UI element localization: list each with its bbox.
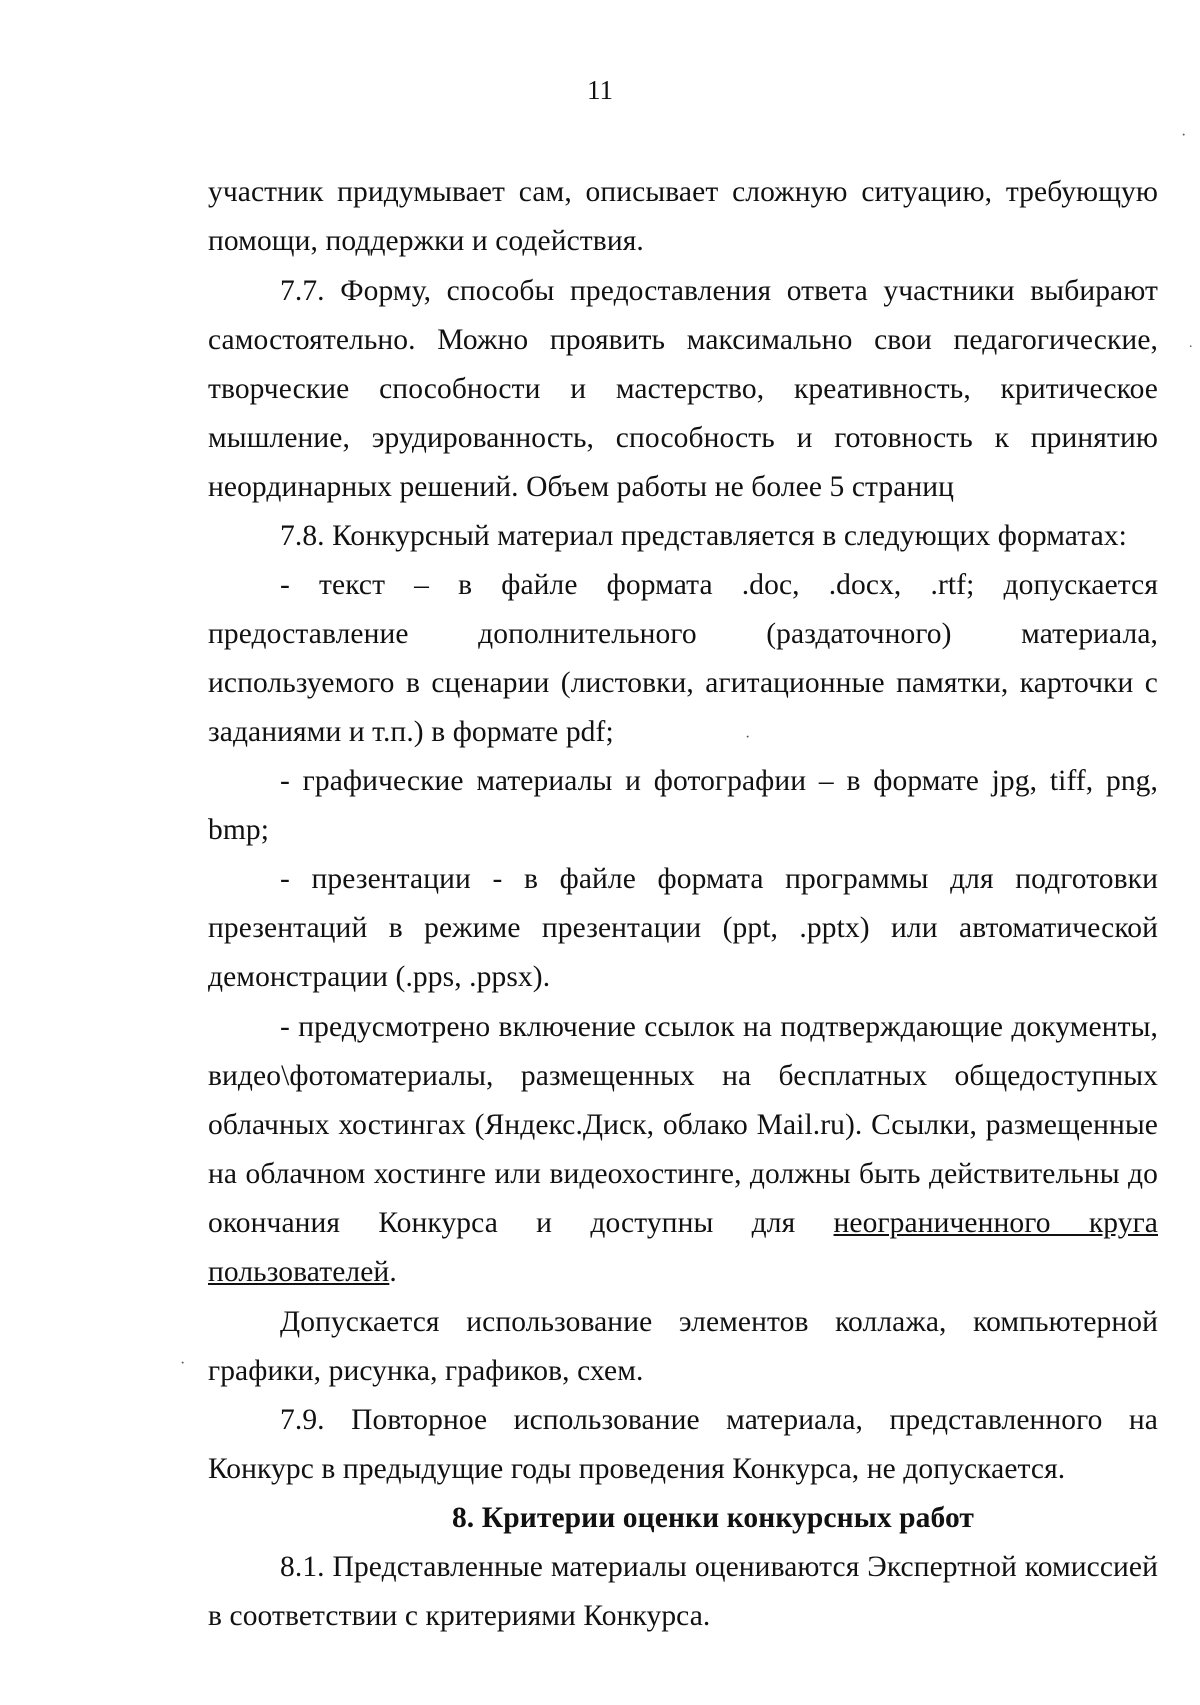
- document-body: [208, 168, 1158, 1641]
- paragraph-continuation: участник придумывает сам, описывает сложную ситуацию, требующую помощи, поддержки и содействия.: [208, 176, 1158, 257]
- section-heading: 8. Критерии оценки конкурсных работ: [451, 1502, 975, 1534]
- paragraph-collage: Допускается использование элементов коллажа, компьютерной графики, рисунка, графиков, схем.: [208, 1306, 1158, 1387]
- page-number: 11: [587, 75, 613, 105]
- paragraph-format-presentations: - презентации - в файле формата программы для подготовки презентаций в режиме презентации (ppt, .pptx) или автоматической демонстрации (.pps, .ppsx).: [208, 863, 1158, 993]
- paragraph-format-graphics: - графические материалы и фотографии – в формате jpg, tiff, png, bmp;: [208, 765, 1158, 846]
- scan-speck-icon: ·: [180, 1355, 186, 1372]
- underlined-phrase: неограниченного круга пользователей: [208, 1207, 1158, 1288]
- scan-speck-icon: ˙: [1188, 343, 1194, 360]
- paragraph-links-text: - предусмотрено включение ссылок на подтверждающие документы, видео\фотоматериалы, размещенных на бесплатных общедоступных облачных хостингах (Яндекс.Диск, облако Mail.ru). Ссылки, размещенные на облачном хостинге или видеохостинге, должны быть действительны до окончания Конкурса и доступны для: [208, 1011, 1158, 1239]
- paragraph-links: [208, 1003, 1158, 1297]
- scan-speck-icon: ·: [745, 729, 751, 746]
- paragraph-links-end: .: [389, 1256, 397, 1288]
- scan-speck-icon: ·: [1181, 127, 1187, 144]
- paragraph-7-8: 7.8. Конкурсный материал представляется в следующих форматах:: [280, 520, 1127, 552]
- paragraph-format-text: - текст – в файле формата .doc, .docx, .rtf; допускается предоставление дополнительного (раздаточного) материала, используемого в сценарии (листовки, агитационные памятки, карточки с заданиями и т.п.) в формате pdf;: [208, 569, 1158, 748]
- paragraph-7-9: 7.9. Повторное использование материала, представленного на Конкурс в предыдущие годы проведения Конкурса, не допускается.: [208, 1404, 1158, 1485]
- paragraph-7-7: 7.7. Форму, способы предоставления ответа участники выбирают самостоятельно. Можно проявить максимально свои педагогические, творческие способности и мастерство, креативность, критическое мышление, эрудированность, способность и готовность к принятию неординарных решений. Объем работы не более 5 страниц: [208, 275, 1158, 503]
- paragraph-8-1: 8.1. Представленные материалы оцениваются Экспертной комиссией в соответствии с критериями Конкурса.: [208, 1551, 1158, 1632]
